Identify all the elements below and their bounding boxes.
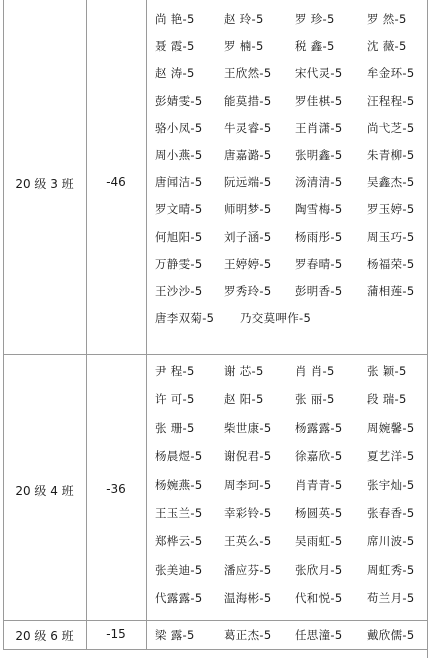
student-deduction: 沈 薇-5 [367,39,407,54]
student-deduction: 潘应芬-5 [224,562,272,577]
student-deduction: 万静雯-5 [155,256,203,271]
student-deduction: 王欣然-5 [224,66,272,81]
student-deduction: 周虹秀-5 [367,562,415,577]
student-deduction: 陶雪梅-5 [295,202,343,217]
student-deduction: 唐闻洁-5 [155,175,203,190]
student-deduction: 谢倪君-5 [224,449,272,464]
class-name-cell: 20 级 6 班 [15,629,74,643]
student-deduction: 赵 阳-5 [224,392,264,407]
student-deduction: 张 珊-5 [155,420,195,435]
student-deduction: 骆小凤-5 [155,120,203,135]
student-deduction: 任思潼-5 [295,628,343,642]
student-deduction: 代露露-5 [155,591,203,606]
student-deduction: 柴世康-5 [224,420,272,435]
student-deduction: 张春香-5 [367,506,415,520]
student-deduction: 罗玉婷-5 [367,202,415,217]
student-deduction: 吴雨虹-5 [295,534,343,549]
class-name-cell: 20 级 3 班 [15,177,74,191]
student-deduction: 许 可-5 [155,392,195,407]
student-deduction: 宋代灵-5 [295,66,343,81]
student-deduction: 杨晨煜-5 [155,449,203,464]
student-deduction: 阮远端-5 [224,175,272,190]
student-deduction: 肖 肖-5 [295,364,335,378]
student-deduction: 代和悦-5 [295,591,343,606]
student-deduction: 肖青青-5 [295,477,343,492]
student-deduction: 彭婧雯-5 [155,93,203,108]
student-deduction: 王沙沙-5 [155,284,203,298]
student-deduction: 聂 霞-5 [155,39,195,54]
student-deduction: 张欣月-5 [295,562,343,577]
student-deduction: 赵 玲-5 [224,12,264,26]
student-deduction: 段 瑞-5 [367,392,407,407]
student-deduction: 彭明香-5 [295,284,343,298]
student-deduction: 席川波-5 [367,534,415,549]
student-deduction: 蒲相莲-5 [367,284,415,298]
student-deduction: 唐李双菊-5 [155,311,215,326]
student-deduction: 杨圆英-5 [295,506,343,520]
class-name-cell: 20 级 4 班 [15,484,74,498]
student-deduction: 赵 涛-5 [155,66,195,81]
student-deduction: 周玉巧-5 [367,229,415,244]
student-deduction: 罗文晴-5 [155,202,203,217]
student-deduction: 周小燕-5 [155,148,203,162]
student-deduction: 税 鑫-5 [295,39,335,54]
student-deduction: 朱青柳-5 [367,148,415,162]
student-deduction: 张 颖-5 [367,364,407,378]
student-deduction: 周李珂-5 [224,477,272,492]
student-deduction: 周婉馨-5 [367,420,415,435]
student-deduction: 张 丽-5 [295,392,335,407]
student-deduction: 杨福荣-5 [367,256,415,271]
student-deduction: 梁 露-5 [155,628,195,642]
student-deduction: 张美迪-5 [155,562,203,577]
student-deduction: 杨婉燕-5 [155,477,203,492]
student-deduction: 王肖潇-5 [295,120,343,135]
student-deduction: 夏艺洋-5 [367,449,415,464]
student-deduction: 罗春晴-5 [295,256,343,271]
student-deduction: 罗 然-5 [367,12,407,26]
table-border-right [427,0,428,658]
student-deduction: 王婷婷-5 [224,256,272,271]
class-score-cell: -36 [106,482,126,496]
student-deduction: 张宇灿-5 [367,477,415,492]
student-deduction: 尚弋芝-5 [367,120,415,135]
class-score-cell: -46 [106,175,126,189]
student-deduction: 徐嘉欣-5 [295,449,343,464]
student-deduction: 杨雨彤-5 [295,229,343,244]
student-deduction: 牟金环-5 [367,66,415,81]
student-deduction: 汤清清-5 [295,175,343,190]
student-deduction: 汪程程-5 [367,93,415,108]
student-deduction: 罗 珍-5 [295,12,335,26]
student-deduction: 何旭阳-5 [155,229,203,244]
student-deduction: 吴鑫杰-5 [367,175,415,190]
student-deduction: 尚 艳-5 [155,12,195,26]
student-deduction: 罗 楠-5 [224,39,264,54]
student-deduction: 牛灵睿-5 [224,120,272,135]
student-deduction: 罗佳棋-5 [295,93,343,108]
student-deduction: 尹 程-5 [155,364,195,378]
student-deduction: 葛正杰-5 [224,628,272,642]
student-deduction: 张明鑫-5 [295,148,343,162]
class-score-cell: -15 [106,627,126,641]
column-divider [86,0,87,650]
column-divider [146,0,147,650]
student-deduction: 温海彬-5 [224,591,272,606]
student-deduction: 师明梦-5 [224,202,272,217]
student-deduction: 王玉兰-5 [155,506,203,520]
student-deduction: 苟兰月-5 [367,591,415,606]
student-deduction: 能莫措-5 [224,93,272,108]
student-deduction: 谢 芯-5 [224,364,264,378]
table-border-bottom [3,649,428,650]
student-deduction: 杨露露-5 [295,420,343,435]
row-divider [3,354,428,355]
student-deduction: 乃交莫呷作-5 [240,311,312,326]
student-deduction: 刘子涵-5 [224,229,272,244]
table-border-left [3,0,4,650]
student-deduction: 郑桦云-5 [155,534,203,549]
student-deduction: 戴欣儒-5 [367,628,415,642]
student-deduction: 王英么-5 [224,534,272,549]
student-deduction: 幸彩铃-5 [224,506,272,520]
row-divider [3,620,428,621]
student-deduction: 唐嘉潞-5 [224,148,272,162]
student-deduction: 罗秀玲-5 [224,284,272,298]
